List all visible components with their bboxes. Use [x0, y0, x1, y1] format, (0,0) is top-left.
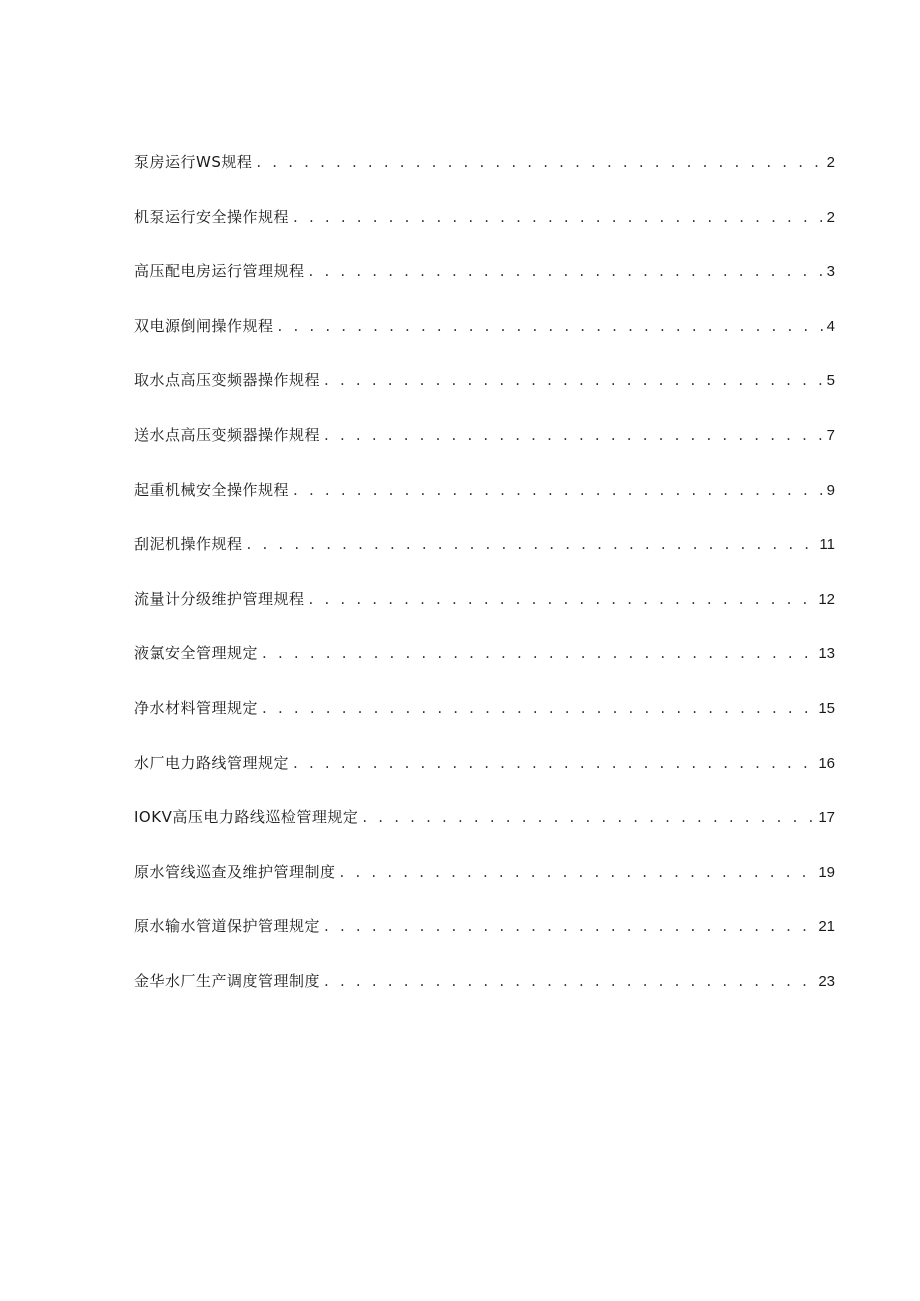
toc-dot-leader	[324, 423, 823, 447]
toc-entry[interactable]	[134, 805, 835, 860]
toc-entry-page: 7	[826, 426, 835, 444]
toc-dot-leader	[324, 969, 814, 993]
toc-entry-title: 原水管线巡查及维护管理制度	[134, 862, 336, 881]
toc-entry-title: 泵房运行WS规程	[134, 153, 253, 171]
toc-dot-leader	[324, 368, 823, 392]
toc-entry[interactable]	[134, 914, 835, 969]
toc-entry-title: 液氯安全管理规定	[134, 644, 259, 663]
toc-entry-page: 19	[818, 863, 835, 881]
toc-dot-leader	[262, 641, 814, 665]
toc-entry-page: 23	[818, 972, 835, 990]
toc-entry-page: 12	[818, 590, 835, 608]
toc-dot-leader	[309, 587, 815, 611]
toc-dot-leader	[362, 805, 814, 829]
toc-entry[interactable]	[134, 314, 835, 369]
toc-entry-page: 21	[818, 918, 835, 936]
toc-entry-title: IOKV高压电力路线巡检管理规定	[134, 808, 359, 827]
toc-entry[interactable]	[134, 368, 835, 423]
toc-dot-leader	[324, 914, 814, 938]
toc-dot-leader	[293, 478, 823, 502]
toc-dot-leader	[293, 751, 814, 775]
toc-entry-title: 金华水厂生产调度管理制度	[134, 971, 321, 990]
toc-entry-title: 送水点高压变频器操作规程	[134, 425, 321, 444]
toc-entry-title: 高压配电房运行管理规程	[134, 262, 305, 281]
toc-entry-page: 9	[826, 481, 835, 499]
toc-entry-page: 3	[826, 263, 835, 281]
toc-entry-page: 5	[826, 372, 835, 390]
toc-entry[interactable]	[134, 259, 835, 314]
toc-dot-leader	[293, 205, 823, 229]
toc-entry[interactable]	[134, 478, 835, 533]
toc-entry[interactable]	[134, 751, 835, 806]
toc-dot-leader	[309, 259, 823, 283]
toc-entry[interactable]	[134, 641, 835, 696]
toc-entry-title: 流量计分级维护管理规程	[134, 589, 305, 608]
toc-dot-leader	[278, 314, 823, 338]
toc-entry[interactable]	[134, 150, 835, 205]
toc-entry[interactable]	[134, 696, 835, 751]
toc-entry-title: 原水输水管道保护管理规定	[134, 917, 321, 936]
toc-dot-leader	[340, 860, 815, 884]
toc-entry-title: 水厂电力路线管理规定	[134, 753, 290, 772]
toc-entry[interactable]	[134, 860, 835, 915]
toc-entry-title: 机泵运行安全操作规程	[134, 207, 290, 226]
toc-entry[interactable]	[134, 587, 835, 642]
toc-entry-title: 双电源倒闸操作规程	[134, 316, 274, 335]
toc-entry-page: 2	[826, 208, 835, 226]
toc-entry[interactable]	[134, 532, 835, 587]
toc-entry-page: 16	[818, 754, 835, 772]
toc-dot-leader	[262, 696, 814, 720]
toc-entry-page: 2	[826, 154, 835, 171]
toc-entry-title: 起重机械安全操作规程	[134, 480, 290, 499]
table-of-contents	[134, 150, 835, 1024]
toc-entry-title: 刮泥机操作规程	[134, 535, 243, 554]
toc-entry-title: 净水材料管理规定	[134, 698, 259, 717]
toc-entry-page: 13	[818, 645, 835, 663]
toc-entry-page: 15	[818, 699, 835, 717]
toc-dot-leader	[247, 532, 816, 556]
toc-entry[interactable]	[134, 205, 835, 260]
toc-entry[interactable]	[134, 423, 835, 478]
toc-entry-page: 4	[826, 317, 835, 335]
toc-entry[interactable]	[134, 969, 835, 1024]
toc-entry-page: 17	[818, 809, 835, 827]
toc-dot-leader	[256, 150, 822, 174]
toc-entry-page: 11	[819, 536, 835, 554]
toc-entry-title: 取水点高压变频器操作规程	[134, 371, 321, 390]
